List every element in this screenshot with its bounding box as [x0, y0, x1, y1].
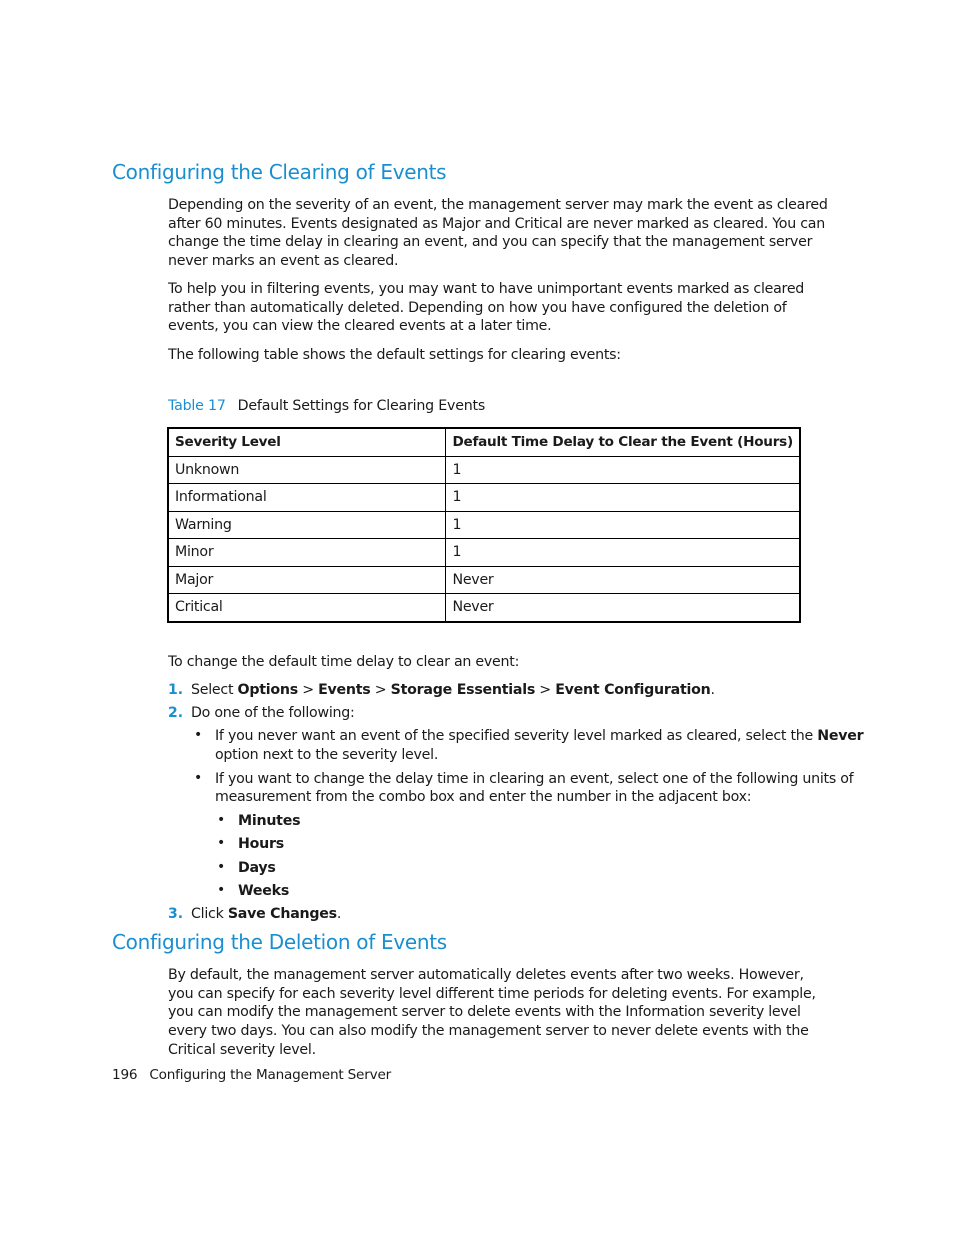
page-number: 196 — [112, 1067, 138, 1083]
step-1-prefix: Select — [191, 682, 238, 698]
cell-delay: 1 — [446, 456, 800, 484]
cell-delay: Never — [446, 566, 800, 594]
step-2-text: Do one of the following: — [191, 705, 355, 721]
cell-severity: Major — [168, 566, 446, 594]
paragraph-clearing-intro: Depending on the severity of an event, the management server may mark the event as cleared after 60 minutes. Events designated as Major and Critical are never marked as cleared. You can change the time delay in clearing an event, and you can specify that the management server never marks an event as cleared. — [168, 197, 828, 270]
cell-severity: Minor — [168, 539, 446, 567]
menu-path-events: Events — [318, 682, 371, 698]
paragraph-filtering: To help you in filtering events, you may want to have unimportant events marked as cleared rather than automatically deleted. Depending on how you have configured the deletion of events, you can view the cleared events at a later time. — [168, 281, 805, 335]
bullet-delay-line1: If you want to change the delay time in clearing an event, select one of the following units of — [215, 771, 854, 787]
step-number-1: 1. — [168, 682, 184, 698]
bullet-never-text: If you never want an event of the specified severity level marked as cleared, select the — [215, 728, 818, 744]
table-header-row — [168, 428, 800, 456]
bullet-never-line1 — [215, 727, 863, 746]
path-separator: > — [535, 682, 556, 698]
table-caption-text: Default Settings for Clearing Events — [237, 398, 486, 414]
step-number-2: 2. — [168, 705, 184, 721]
cell-severity: Unknown — [168, 456, 446, 484]
step-3-suffix: . — [336, 906, 342, 922]
table-caption-number: Table 17 — [168, 398, 226, 414]
paragraph-deletion: By default, the management server automatically deletes events after two weeks. However, you can specify for each severity level different time periods for deleting events. For example, you can modify the management server to delete events with the Information severity level every two days. You can also modify the management server to never delete events with the Critical severity level. — [168, 967, 816, 1058]
menu-path-event-configuration: Event Configuration — [555, 682, 711, 698]
page-footer — [112, 1067, 391, 1083]
paragraph-table-intro: The following table shows the default settings for clearing events: — [168, 347, 621, 363]
section-heading-clearing: Configuring the Clearing of Events — [112, 160, 447, 184]
cell-severity: Informational — [168, 484, 446, 512]
bullet-icon: • — [194, 727, 203, 743]
step-number-3: 3. — [168, 906, 184, 922]
step-1-text — [191, 681, 715, 700]
procedure-intro: To change the default time delay to clear an event: — [168, 654, 520, 670]
table-row — [168, 539, 800, 567]
column-header-severity: Severity Level — [168, 428, 446, 456]
step-3-text — [191, 905, 341, 924]
default-clearing-settings-table — [167, 427, 801, 623]
cell-severity: Warning — [168, 511, 446, 539]
unit-days: Days — [238, 860, 276, 876]
path-separator: > — [370, 682, 391, 698]
table-row — [168, 594, 800, 622]
step-3-prefix: Click — [191, 906, 228, 922]
cell-delay: 1 — [446, 484, 800, 512]
menu-path-storage-essentials: Storage Essentials — [390, 682, 536, 698]
bullet-icon: • — [194, 770, 203, 786]
save-changes-label: Save Changes — [227, 906, 337, 922]
unit-minutes: Minutes — [238, 813, 301, 829]
never-option-label: Never — [817, 728, 864, 744]
step-1-suffix: . — [710, 682, 715, 698]
unit-hours: Hours — [238, 836, 284, 852]
table-row — [168, 566, 800, 594]
bullet-icon: • — [217, 859, 226, 875]
table-row — [168, 484, 800, 512]
unit-weeks: Weeks — [238, 883, 290, 899]
table-row — [168, 511, 800, 539]
cell-delay: 1 — [446, 539, 800, 567]
footer-title: Configuring the Management Server — [149, 1067, 391, 1083]
section-heading-deletion: Configuring the Deletion of Events — [112, 930, 447, 954]
table-caption — [168, 398, 485, 414]
bullet-icon: • — [217, 812, 226, 828]
bullet-never-line2: option next to the severity level. — [215, 747, 439, 763]
table-row — [168, 456, 800, 484]
bullet-delay-line2: measurement from the combo box and enter the number in the adjacent box: — [215, 789, 752, 805]
cell-severity: Critical — [168, 594, 446, 622]
column-header-delay: Default Time Delay to Clear the Event (Hours) — [446, 428, 800, 456]
bullet-icon: • — [217, 882, 226, 898]
bullet-icon: • — [217, 835, 226, 851]
cell-delay: 1 — [446, 511, 800, 539]
menu-path-options: Options — [237, 682, 298, 698]
path-separator: > — [297, 682, 319, 698]
cell-delay: Never — [446, 594, 800, 622]
